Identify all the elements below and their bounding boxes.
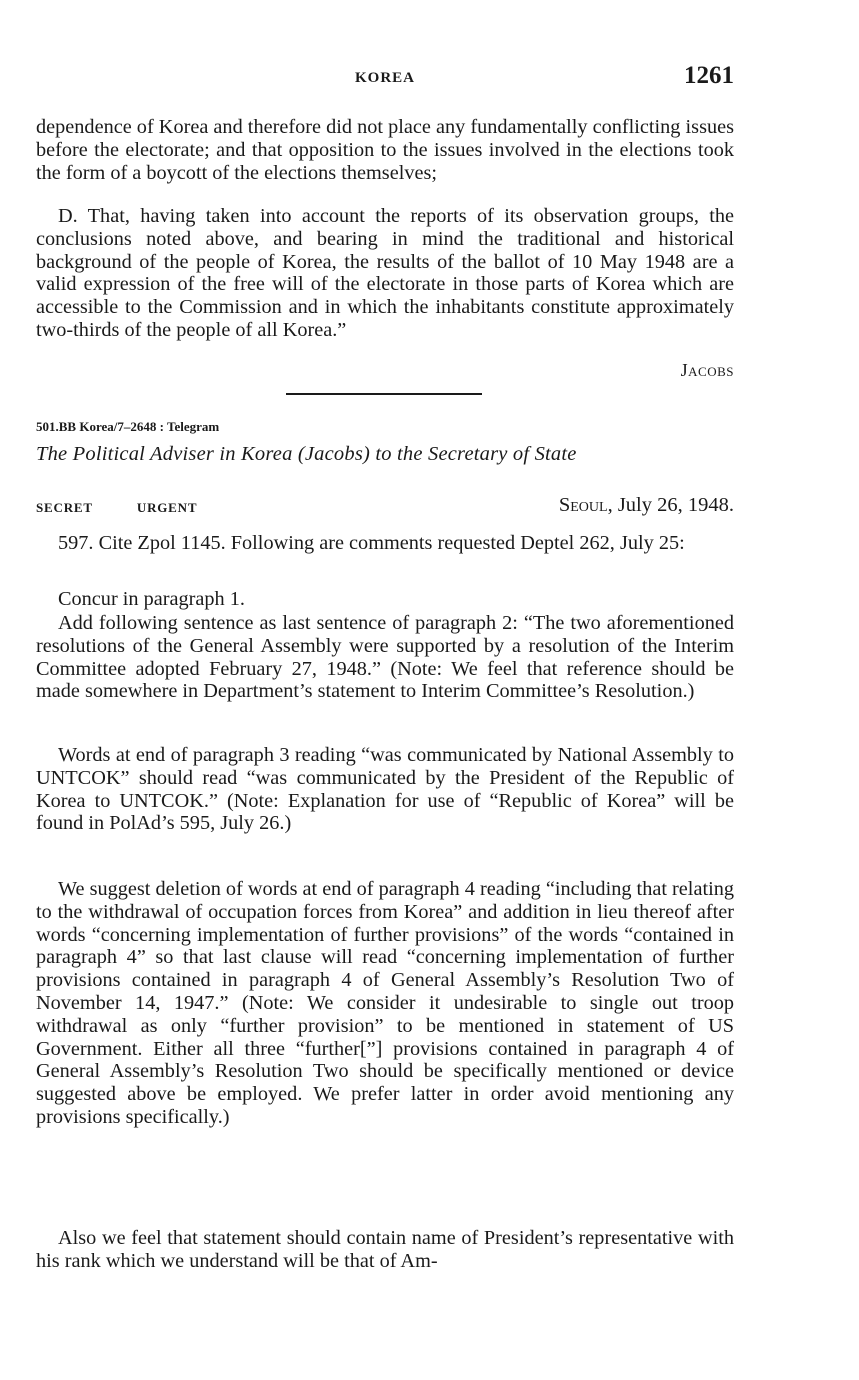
- continued-paragraph: dependence of Korea and therefore did not place any fundamentally conflicting issues before the electorate; and that opposition to the issues involved in the elections took the form of a boycott of the elections themselves;: [36, 116, 734, 184]
- classification-urgent: URGENT: [136, 500, 198, 515]
- telegram-paragraph: Concur in paragraph 1.: [58, 588, 245, 610]
- dateline: [559, 494, 734, 517]
- book-page: [36, 0, 734, 1380]
- page-header: [36, 62, 734, 96]
- telegram-paragraph: We suggest deletion of words at end of paragraph 4 reading “including that relating to the withdrawal of occupation forces from Korea” and addition in lieu thereof after words “concerning implementation of further provisions” of the words “contained in paragraph 4” so that last clause will read “concerning implementation of further provisions contained in paragraph 4 of General Assembly’s Resolution Two of November 14, 1947.” (Note: We consider it undesirable to single out troop withdrawal as only “further provision” to be mentioned in statement of US Government. Either all three “further[”] provisions contained in paragraph 4 of General Assembly’s Resolution Two should be specifically mentioned or device suggested above be employed. We prefer latter in order avoid mentioning any provisions specifically.): [36, 878, 734, 1128]
- file-reference: 501.BB Korea/7–2648 : Telegram: [36, 419, 220, 434]
- section-divider: [286, 393, 482, 395]
- paragraph-d: D. That, having taken into account the reports of its observation groups, the conclusions noted above, and bearing in mind the traditional and historical background of the people of Korea, the results of the ballot of 10 May 1948 are a valid expression of the free will of the electorate in those parts of Korea which are accessible to the Commission and in which the inhabitants constitute approximately two-thirds of the people of all Korea.”: [36, 205, 734, 341]
- dateline-place: Seoul: [558, 494, 608, 516]
- classification-markings: [36, 500, 237, 516]
- document-title: The Political Adviser in Korea (Jacobs) to the Secretary of State: [36, 443, 577, 465]
- classification-secret: SECRET: [36, 500, 93, 515]
- telegram-paragraph: Words at end of paragraph 3 reading “was communicated by National Assembly to UNTCOK” should read “was communicated by the President of the Republic of Korea to UNTCOK.” (Note: Explanation for use of “Republic of Korea” will be found in PolAd’s 595, July 26.): [36, 744, 734, 835]
- telegram-paragraph: 597. Cite Zpol 1145. Following are comments requested Deptel 262, July 25:: [58, 532, 685, 554]
- telegram-paragraph: Also we feel that statement should contain name of President’s representative with his rank which we understand will be that of Am-: [36, 1227, 734, 1272]
- telegram-paragraph: Add following sentence as last sentence of paragraph 2: “The two aforementioned resolutions of the General Assembly were supported by a resolution of the Interim Committee adopted February 27, 1948.” (Note: We feel that reference should be made somewhere in Department’s statement to Interim Committee’s Resolution.): [36, 612, 734, 703]
- running-head: KOREA: [354, 70, 415, 86]
- page-number: 1261: [684, 62, 734, 89]
- dateline-date: , July 26, 1948.: [607, 494, 734, 516]
- signature: Jacobs: [680, 360, 734, 380]
